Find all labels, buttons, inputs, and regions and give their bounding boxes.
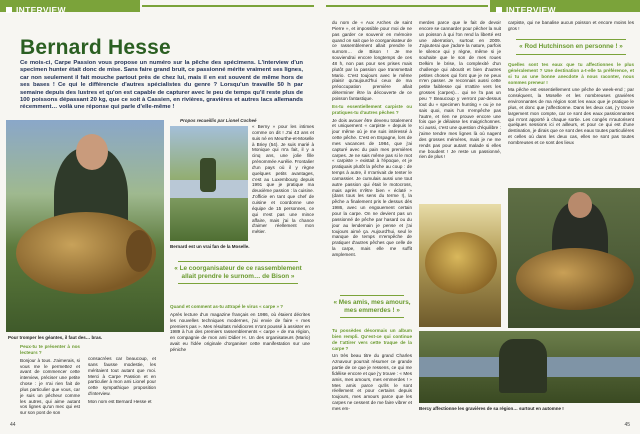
pull-quote <box>170 258 306 287</box>
paragraph: Après lecture d'un magazine français en 1986, où étaient décrites les nouvelles techniques modernes, j'ai envie de faire « mes premiers pas ». Mes résultats médiocres m'ont poussé à assister en 1989 à l'un des premiers rassemblements « carpe » de ma région, en compagnie de mon ami Didier H. Un des organisateurs (Mario) avait eu l'idée originale d'organiser cette manifestation sur une péniche <box>170 311 310 352</box>
article-intro: Ce mois-ci, Carpe Passion vous propose un numéro sur la pêche des spécimens. L'interview d'un specimen hunter était donc de mise. Sans faire grand bruit, ce passionné mérite vraiment ses lignes, car non seulement il fait mouche partout près de chez lui, mais il en est souvent de même hors de ses bases ! Ce qui le différencie d'autres spécialistes du genre ? Lorsqu'un travaille 50 h par semaine depuis des lustres et qu'on est capable de capturer avec le peu de temps qu'il reste plus de 100 poissons dépassant 20 kg, que ce soit à Cassien, en rivières, gravières et autres lacs allemands récemment… voilà une réponse qui parle d'elle-même ! <box>20 60 303 111</box>
pull-quote-text: « Le coorganisateur de ce rassemblement allait prendre le surnom… de Bison » <box>174 265 302 280</box>
text-column <box>88 356 156 420</box>
photo-caption: Bercy affectionne les gravières de sa région… surtout en automne ! <box>419 406 564 411</box>
paragraph: merdes parce que le fait de devoir encore se cannarder pour pêcher la nuit un poisson à qui l'on rend la liberté est une aberration, surtout en 2009. J'ajouterai que j'adore la nature, parfois le silence qui y règne, même si je souhaite que le son de mes roues Delkim le brise, la complexité d'un challenge qui aboutit et bien d'autres petites choses qui font que je ne peux m'en passer. Je reconnais aussi cette petite faiblesse qui m'attire vers les grosses (carpes)… qui ne l'a pas un peu ? Beaucoup y verront par-dessus tout du « specimen hunting » ou je ne sais quoi, mais l'un n'empêche pas l'autre, et rien ne prouve encore une fois que je délaisse les maigrichonnes. Ici aussi, c'est une question d'équilibre : j'aime tendre mes lignes là où nagent des grosses mémères, mais je ne me rends pas pour autant malade si elles me boudent ! Je reste un passionné, rien de plus ! <box>419 20 501 160</box>
photo-angler-night-catch <box>508 188 640 328</box>
page-number: 45 <box>624 422 630 428</box>
paragraph: Un très beau titre du grand Charles Aznavour pourrait résumer ce grande partie de ce que je ressens, ce qui me fidélise encore et que j'y trouve : « Mes amis, mes amours, mes emmerdes ! » Mes amis parce qu'ils le sont réellement et pour certains depuis toujours, mes amours parce que les carpes ne cessent de me faire vibrer et mes em- <box>332 353 412 411</box>
photo-caption: Pour tromper les géantes, il faut des… bras. <box>8 335 103 340</box>
paragraph: Ma pêche est essentiellement une pêche de week-end ; par conséquent, la Moselle et les nombreuses gravières environnantes de ma région sont les eaux que je pratique le plus, et donc que j'affectionne. Dans les deux cas, j'y trouve largement mon compte, car ce sont des eaux passionnantes qui m'ont apporté à chaque sortie. Les congés m'autorisent quelques sessions ici et ailleurs, et pour ce qui est d'une destination, je dirais que ce sont des eaux toutes particulières et celles où dans les deux cas, elles ne sont pas toutes nombreuses et ce sont des lieux <box>508 87 634 145</box>
question: Peux-tu te présenter à nos lecteurs ? <box>20 344 80 355</box>
section-label: INTERVIEW <box>16 5 66 15</box>
byline: Propos recueillis par Lionel Cocheé <box>180 118 257 123</box>
pull-quote-text: « Rod Hutchinson en personne ! » <box>519 43 623 50</box>
paragraph: carpiste, qui ne banalise aucun poisson et encore moins les gros ! <box>508 20 634 31</box>
article-title: Bernard Hesse <box>20 36 171 59</box>
pull-quote-text: « Mes amis, mes amours, mes emmerdes ! » <box>333 299 411 314</box>
paragraph: consacrées car beaucoup, et sans fausse modestie, les méritaient tout autant que moi. Merci à Carpe Passion et en particulier à mon ami Lionel pour cette sympathique proposition d'interview. <box>88 356 156 397</box>
text-column <box>419 20 501 198</box>
text-column <box>508 62 634 184</box>
section-label: INTERVIEW <box>506 5 556 15</box>
question: Tu possèdes désormais un album bien rempli. Qu'est-ce qui continue de t'attirer vers cette traque de la carpe ? <box>332 328 412 351</box>
paragraph: « Berny » pour les intimes comme on dit ! J'ai 43 ans et suis né en Meurthe-et-Moselle à Briey (54). Je suis marié à Monique qui m'a fait, il y a cinq ans, une jolie fille prénommée Aurélie. Frontalier d'un pays où il y règne quelques petits avantages, c'est au Luxembourg depuis 1991 que je pratique ma deuxième passion : la cuisine. J'officie en tant que chef de cuisine et coordonne une équipe de 15 personnes, ce qui n'est pas une mince affaire, mais j'ai la chance d'aimer réellement mon métier. <box>252 124 314 235</box>
paragraph: Je dois avouer être devenu totalement et uniquement « carpiste » depuis le jour même où je me suis intéressé à cette pêche. C'est en Espagne, lors de mes vacances de 1984, que j'ai capturé avec du pain mes premières carpes. Je ne sais même pas si le mot « carpiste » existait à l'époque, et je pratiquais plutôt la pêche au coup : de temps à autre, il m'arrivait de tenter le carnassier. Je cumulais aussi une tout autre passion qui était le motocross, mais après m'être bien « éclaté » (dans tous les sens du terme !), la pêche a finalement pris le dessus dès 1986, avec un engouement certain pour la carpe. On ne devient pas un passionné de pêche par hasard ou du jour au lendemain je pense et j'ai toujours aimé ça. Aujourd'hui, seul le manque de temps m'empêche de pratiquer d'autres pêches que celle de la carpe, mais elle me suffit amplement. <box>332 117 412 257</box>
page-number: 44 <box>10 422 16 428</box>
paragraph: Mon nom est Bernard Hesse et <box>88 398 152 404</box>
section-band-right <box>490 0 640 15</box>
band-rule <box>142 5 314 7</box>
section-band-left <box>0 0 140 15</box>
text-column <box>20 344 80 424</box>
paragraph: du nom de « Aux Arches de saint Pierre », et impossible pour moi de ne pas garder ce souvenir en mémoire quand on sait que le coorganisateur de ce rassemblement allait prendre le surnom… de Bison ! Je me souviendrai encore longtemps de ces 48 h, non pas pour ses prises mais plutôt par la passion que transmettait Mario. C'est toujours avec le même plaisir qu'aujourd'hui ceux de ma préoccupation première allait déterminer être la découverte de ce poisson fantastique. <box>332 20 412 101</box>
right-page <box>320 0 640 434</box>
pull-quote <box>508 36 634 58</box>
paragraph: Bonjour à tous. J'aimerais, si vous me le permettez et avant de commencer cette interview, préciser une petite chose : je n'ai rien fait de plus particulier que vous, car je suis un pêcheur comme les autres, qui aime autant vos lignes qu'un mec qui est sur son pont de son <box>20 357 80 416</box>
text-column <box>170 304 310 420</box>
photo-river-landscape <box>170 126 248 241</box>
text-column <box>332 328 412 420</box>
text-column <box>332 20 412 288</box>
photo-angler-holding-carp <box>6 120 164 332</box>
photo-gravel-pit <box>419 331 640 403</box>
text-column <box>252 124 314 248</box>
question: Quelles sont tes eaux que tu affectionnes le plus généralement ? Une destination a-t-elle ta préférence, et si tu as une bonne anecdote à nous raconter, nous sommes preneur ! <box>508 62 634 85</box>
question: Quand et comment as-tu attrapé le virus « carpe » ? <box>170 304 284 309</box>
question: Es-tu essentiellement carpiste ou pratiques-tu d'autres pêches ? <box>332 103 412 115</box>
band-rule <box>326 5 488 7</box>
photo-carp-on-mat <box>419 204 501 327</box>
photo-caption: Bernard est un vrai fan de la Moselle. <box>170 244 250 249</box>
pull-quote <box>332 292 412 321</box>
